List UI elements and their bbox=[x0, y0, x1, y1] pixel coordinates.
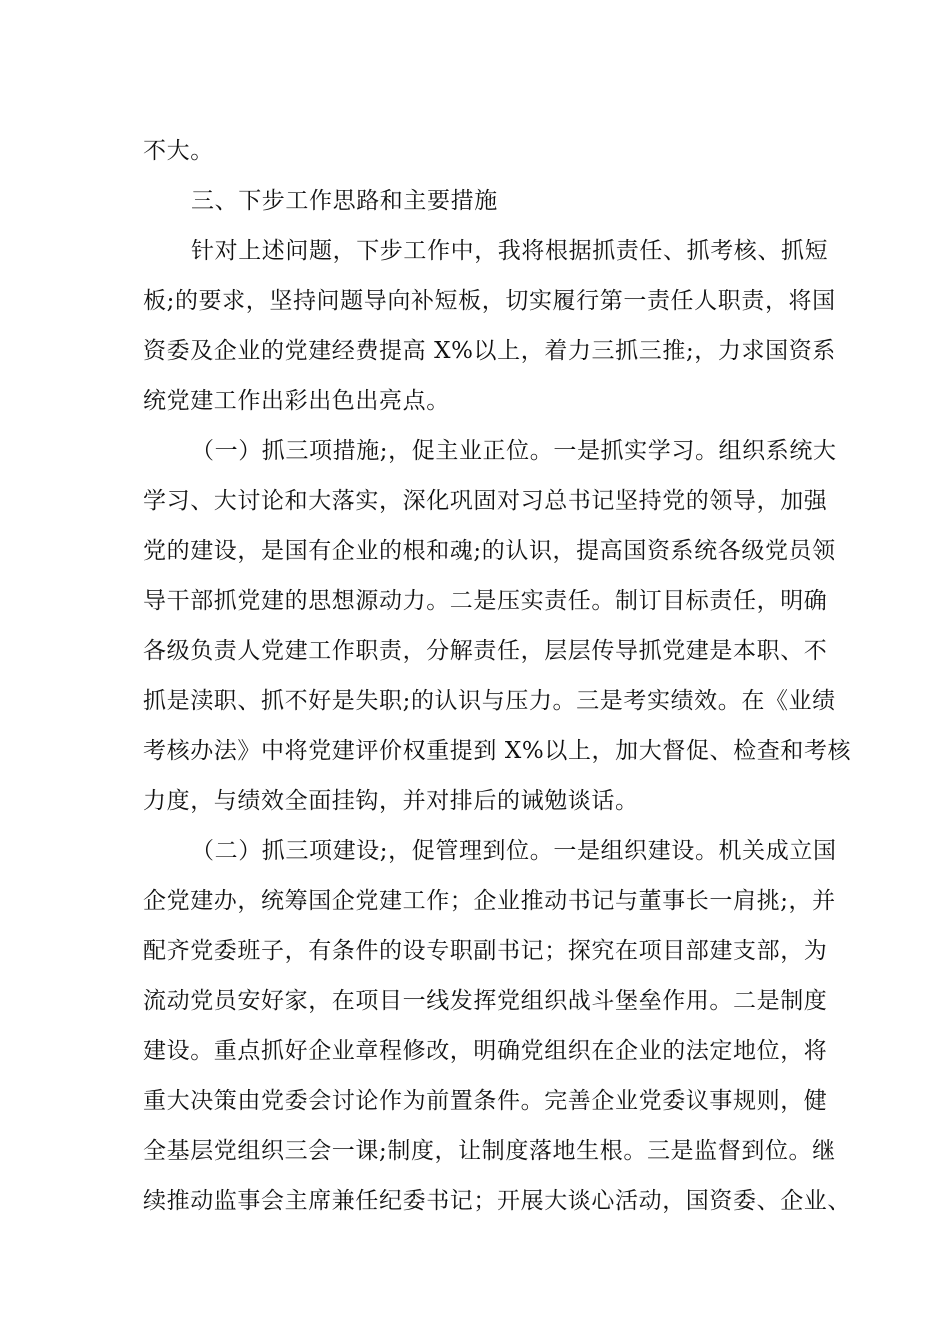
text-line: 各级负责人党建工作职责，分解责任，层层传导抓党建是本职、不 bbox=[143, 638, 828, 664]
text-line: 抓是渎职、抓不好是失职;的认识与压力。三是考实绩效。在《业绩 bbox=[143, 688, 836, 714]
text-line: 考核办法》中将党建评价权重提到 X%以上，加大督促、检查和考核 bbox=[143, 738, 852, 764]
text-line: 党的建设，是国有企业的根和魂;的认识，提高国资系统各级党员领 bbox=[143, 538, 836, 564]
text-line: 资委及企业的党建经费提高 X%以上，着力三抓三推;，力求国资系 bbox=[143, 338, 836, 364]
text-line: 针对上述问题，下步工作中，我将根据抓责任、抓考核、抓短 bbox=[191, 238, 829, 264]
text-line: 全基层党组织三会一课;制度，让制度落地生根。三是监督到位。继 bbox=[143, 1138, 836, 1164]
text-line: 板;的要求，坚持问题导向补短板，切实履行第一责任人职责，将国 bbox=[143, 288, 836, 314]
subsection-line: （一）抓三项措施;，促主业正位。一是抓实学习。组织系统大 bbox=[191, 438, 837, 464]
text-line: 建设。重点抓好企业章程修改，明确党组织在企业的法定地位，将 bbox=[143, 1038, 828, 1064]
text-line: 学习、大讨论和大落实，深化巩固对习总书记坚持党的领导，加强 bbox=[143, 488, 828, 514]
text-line: 企党建办，统筹国企党建工作；企业推动书记与董事长一肩挑;，并 bbox=[143, 888, 836, 914]
text-line: 续推动监事会主席兼任纪委书记；开展大谈心活动，国资委、企业、 bbox=[143, 1188, 851, 1214]
text-line: 配齐党委班子，有条件的设专职副书记；探究在项目部建支部，为 bbox=[143, 938, 828, 964]
text-line: 导干部抓党建的思想源动力。二是压实责任。制订目标责任，明确 bbox=[143, 588, 828, 614]
text-line: 流动党员安好家，在项目一线发挥党组织战斗堡垒作用。二是制度 bbox=[143, 988, 828, 1014]
subsection-line: （二）抓三项建设;，促管理到位。一是组织建设。机关成立国 bbox=[191, 838, 837, 864]
text-line: 力度，与绩效全面挂钩，并对排后的诫勉谈话。 bbox=[143, 788, 639, 814]
text-line-continuation: 不大。 bbox=[143, 138, 214, 164]
text-line: 统党建工作出彩出色出亮点。 bbox=[143, 388, 450, 414]
text-line: 重大决策由党委会讨论作为前置条件。完善企业党委议事规则，健 bbox=[143, 1088, 828, 1114]
section-heading: 三、下步工作思路和主要措施 bbox=[191, 188, 498, 214]
